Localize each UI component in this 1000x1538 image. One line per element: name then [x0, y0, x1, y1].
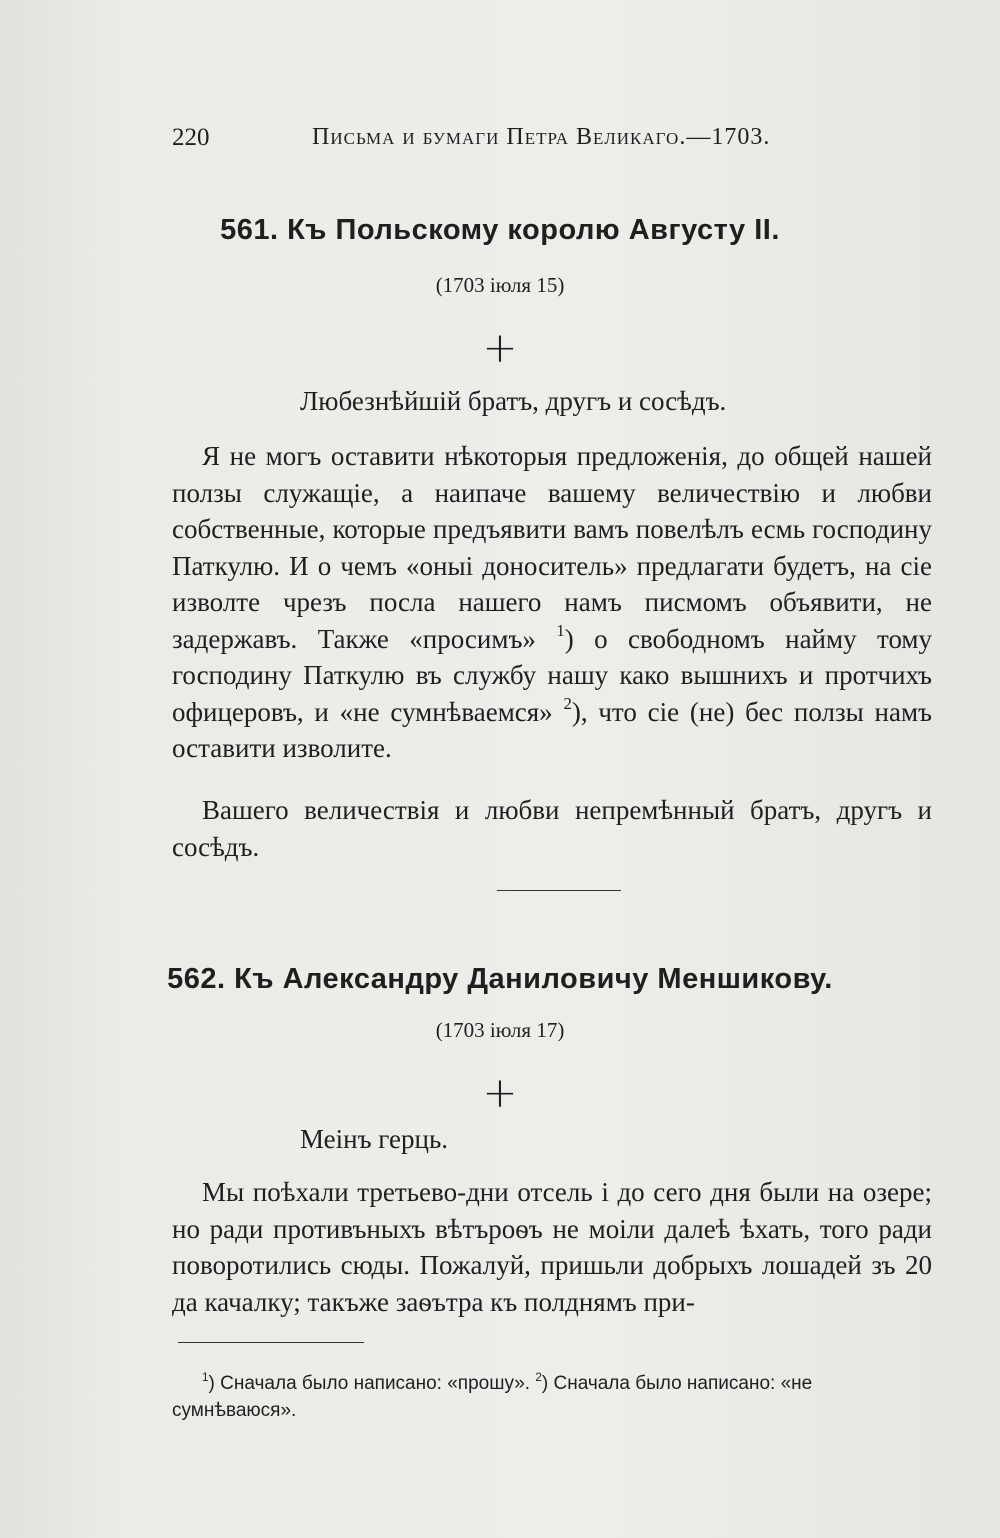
running-title: Письма и бумаги Петра Великаго.—1703.	[312, 124, 771, 150]
letter-561-closing: Вашего величествія и любви непремѣнный братъ, другъ и сосѣдъ.	[172, 795, 932, 862]
section-divider	[497, 890, 621, 891]
footnotes	[172, 1370, 932, 1424]
letter-562-body: Мы поѣхали третьево-дни отсель і до сего дня были на озере; но ради противъныхъ вѣтъроѳъ не моіли далеѣ ѣхать, того ради поворотились сюды. Пожалуй, пришьли добрыхъ лошадей зъ 20 да качалку; такъже заѳътра къ полднямъ при-	[172, 1177, 932, 1317]
running-head	[172, 124, 812, 164]
footnote-mark-1: 1	[202, 1370, 209, 1384]
page-number: 220	[172, 124, 210, 151]
letter-561-date: (1703 іюля 15)	[435, 273, 565, 297]
letter-561-body	[172, 438, 932, 767]
letter-562-title: 562. Къ Александру Даниловичу Меншикову.	[167, 963, 833, 995]
letter-562-salutation: Меінъ герць.	[300, 1124, 449, 1154]
cross-symbol: +	[482, 1068, 518, 1117]
footnote-2-text: ) Сначала было написано: «не сумнѣваюся».	[172, 1373, 813, 1421]
footnote-1-text: ) Сначала было написано: «прошу».	[208, 1373, 531, 1394]
footnote-ref-2: 2	[563, 693, 572, 713]
cross-symbol: +	[482, 323, 518, 372]
letter-562-date: (1703 іюля 17)	[435, 1018, 565, 1042]
letter-561-salutation: Любезнѣйшій братъ, другъ и сосѣдъ.	[300, 386, 727, 416]
footnote-mark-2: 2	[535, 1370, 542, 1384]
letter-561-body-mid: ) о свободномъ найму тому господину Паткулю въ службу нашу како вышнихъ и протчихъ офицеровъ, и «не сумнѣваемся»	[172, 623, 933, 727]
footnote-ref-1: 1	[556, 620, 565, 640]
letter-561-title: 561. Къ Польскому королю Августу II.	[220, 214, 780, 246]
letter-561-body-text: Я не могъ оставити нѣкоторыя предложенія, до общей нашей ползы служащіе, а наипаче вашему величествію и любви собственные, которые предъявити вамъ повелѣлъ есмь господину Паткулю. И о чемъ «оныі доноситель» предлагати будетъ, на сіе изволте чрезъ посла нашего намъ писмомъ объявити, не задержавъ. Также «просимъ»	[172, 441, 932, 654]
letter-561-body-end: ), что сіе (не) бес ползы намъ оставити изволите.	[172, 696, 932, 763]
footnote-divider	[178, 1342, 364, 1343]
